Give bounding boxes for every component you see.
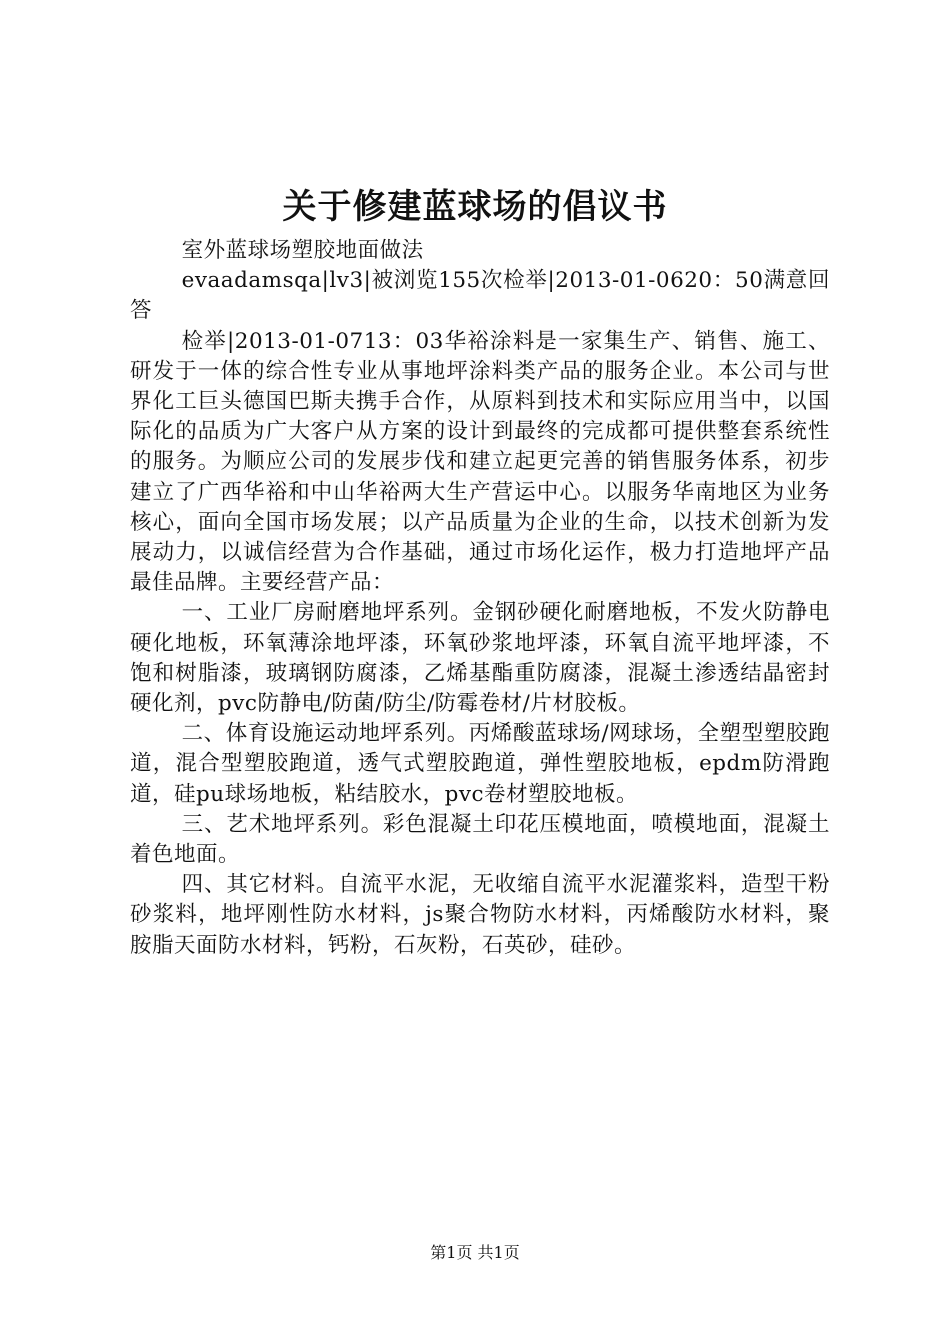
paragraph-sports-floor: 二、体育设施运动地坪系列。丙烯酸蓝球场/网球场，全塑型塑胶跑道，混合型塑胶跑道，透气式塑胶跑道，弹性塑胶地板，epdm防滑跑道，硅pu球场地板，粘结胶水，pvc卷材塑胶地板。 (130, 721, 830, 807)
paragraph-subtitle: 室外蓝球场塑胶地面做法 (181, 238, 424, 263)
paragraph-other-materials: 四、其它材料。自流平水泥，无收缩自流平水泥灌浆料，造型干粉砂浆料，地坪刚性防水材料，js聚合物防水材料，丙烯酸防水材料，聚胺脂天面防水材料，钙粉，石灰粉，石英砂，硅砂。 (130, 872, 830, 958)
paragraph-industrial-floor: 一、工业厂房耐磨地坪系列。金钢砂硬化耐磨地板，不发火防静电硬化地板，环氧薄涂地坪漆，环氧砂浆地坪漆，环氧自流平地坪漆，不饱和树脂漆，玻璃钢防腐漆，乙烯基酯重防腐漆，混凝土渗透结晶密封硬化剂，pvc防静电/防菌/防尘/防霉卷材/片材胶板。 (130, 600, 830, 717)
paragraph-answer-meta: evaadamsqa|lv3|被浏览155次检举|2013-01-0620：50满意回答 (130, 268, 830, 324)
paragraph-company-intro: 检举|2013-01-0713：03华裕涂料是一家集生产、销售、施工、研发于一体的综合性专业从事地坪涂料类产品的服务企业。本公司与世界化工巨头德国巴斯夫携手合作，从原料到技术和实际应用当中，以国际化的品质为广大客户从方案的设计到最终的完成都可提供整套系统性的服务。为顺应公司的发展步伐和建立起更完善的销售服务体系，初步建立了广西华裕和中山华裕两大生产营运中心。以服务华南地区为业务核心，面向全国市场发展；以产品质量为企业的生命，以技术创新为发展动力，以诚信经营为合作基础，通过市场化运作，极力打造地坪产品最佳品牌。主要经营产品： (130, 328, 830, 596)
paragraph-art-floor: 三、艺术地坪系列。彩色混凝土印花压模地面，喷模地面，混凝土着色地面。 (130, 811, 830, 868)
document-title: 关于修建蓝球场的倡议书 (282, 187, 668, 227)
page-number-footer: 第1页 共1页 (430, 1243, 520, 1262)
document-body (130, 236, 830, 961)
